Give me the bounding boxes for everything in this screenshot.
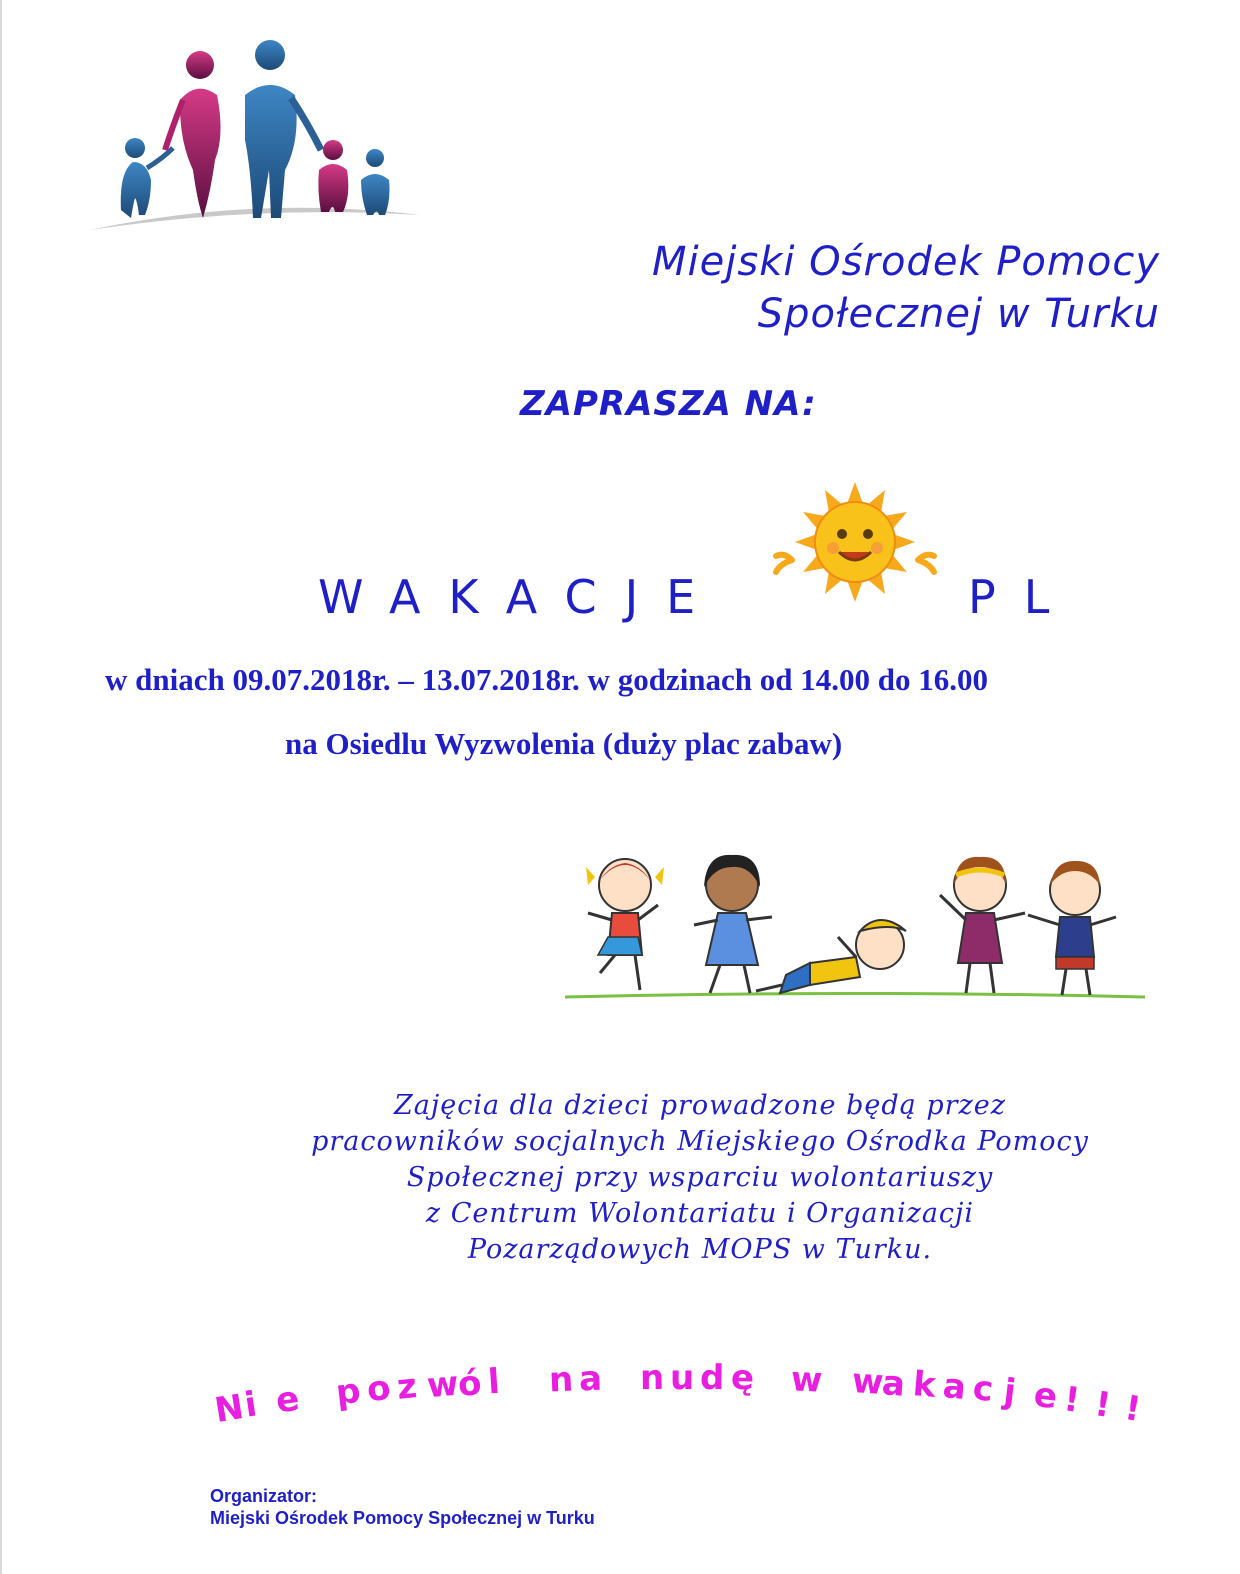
activities-description: [200, 1088, 1200, 1268]
slogan-letter: !: [1091, 1383, 1114, 1426]
family-logo-icon: [85, 40, 425, 240]
sun-icon: [770, 480, 940, 610]
playing-kids-illustration-icon: [560, 845, 1150, 1010]
slogan-letter: p: [334, 1370, 363, 1414]
slogan: [212, 1350, 1145, 1431]
slogan-letter: n: [639, 1357, 665, 1399]
organization-title-line-2: Społecznej w Turku: [757, 291, 1160, 337]
slogan-letter: e: [273, 1379, 302, 1422]
event-place: na Osiedlu Wyzwolenia (duży plac zabaw): [285, 726, 843, 761]
slogan-letter: w: [850, 1361, 885, 1404]
slogan-letter: w: [790, 1359, 824, 1401]
invite-heading: ZAPRASZA NA:: [520, 384, 817, 424]
event-name-left: WAKACJE: [318, 570, 724, 624]
slogan-letter: k: [911, 1364, 937, 1407]
event-name-right: PL: [968, 570, 1078, 624]
slogan-letter: d: [700, 1357, 725, 1399]
slogan-letter: i: [242, 1384, 260, 1426]
description-line-3: Społecznej przy wsparciu wolontariuszy: [406, 1162, 994, 1193]
description-line-5: Pozarządowych MOPS w Turku.: [467, 1234, 933, 1265]
slogan-letter: ę: [730, 1358, 755, 1399]
slogan-letter: a: [578, 1358, 603, 1400]
slogan-letter: a: [880, 1362, 907, 1405]
page-edge: [0, 0, 2, 1574]
description-line-1: Zajęcia dla dzieci prowadzone będą przez: [394, 1090, 1006, 1121]
slogan-letter: j: [1001, 1371, 1018, 1413]
description-line-4: z Centrum Wolontariatu i Organizacji: [425, 1198, 975, 1229]
slogan-letter: w: [425, 1364, 461, 1407]
slogan-letter: e: [1031, 1374, 1060, 1418]
slogan-letter: z: [395, 1366, 419, 1408]
slogan-letter: N: [212, 1387, 247, 1431]
organizer-name: Miejski Ośrodek Pomocy Społecznej w Turku: [210, 1508, 595, 1528]
slogan-letter: n: [547, 1359, 574, 1401]
organization-title: [520, 236, 1160, 340]
event-dates: w dniach 09.07.2018r. – 13.07.2018r. w godzinach od 14.00 do 16.00: [105, 662, 989, 697]
slogan-letter: u: [670, 1358, 695, 1398]
slogan-letter: o: [364, 1367, 393, 1411]
organizer-label: Organizator:: [210, 1486, 318, 1506]
slogan-letter: c: [971, 1368, 996, 1410]
slogan-letter: a: [941, 1366, 968, 1409]
slogan-letter: ó: [456, 1362, 483, 1405]
slogan-letter: !: [1121, 1388, 1144, 1430]
slogan-letter: l: [486, 1361, 501, 1403]
organization-title-line-1: Miejski Ośrodek Pomocy: [652, 239, 1160, 285]
slogan-letter: !: [1061, 1379, 1083, 1422]
description-line-2: pracowników socjalnych Miejskiego Ośrodka Pomocy: [311, 1126, 1089, 1157]
